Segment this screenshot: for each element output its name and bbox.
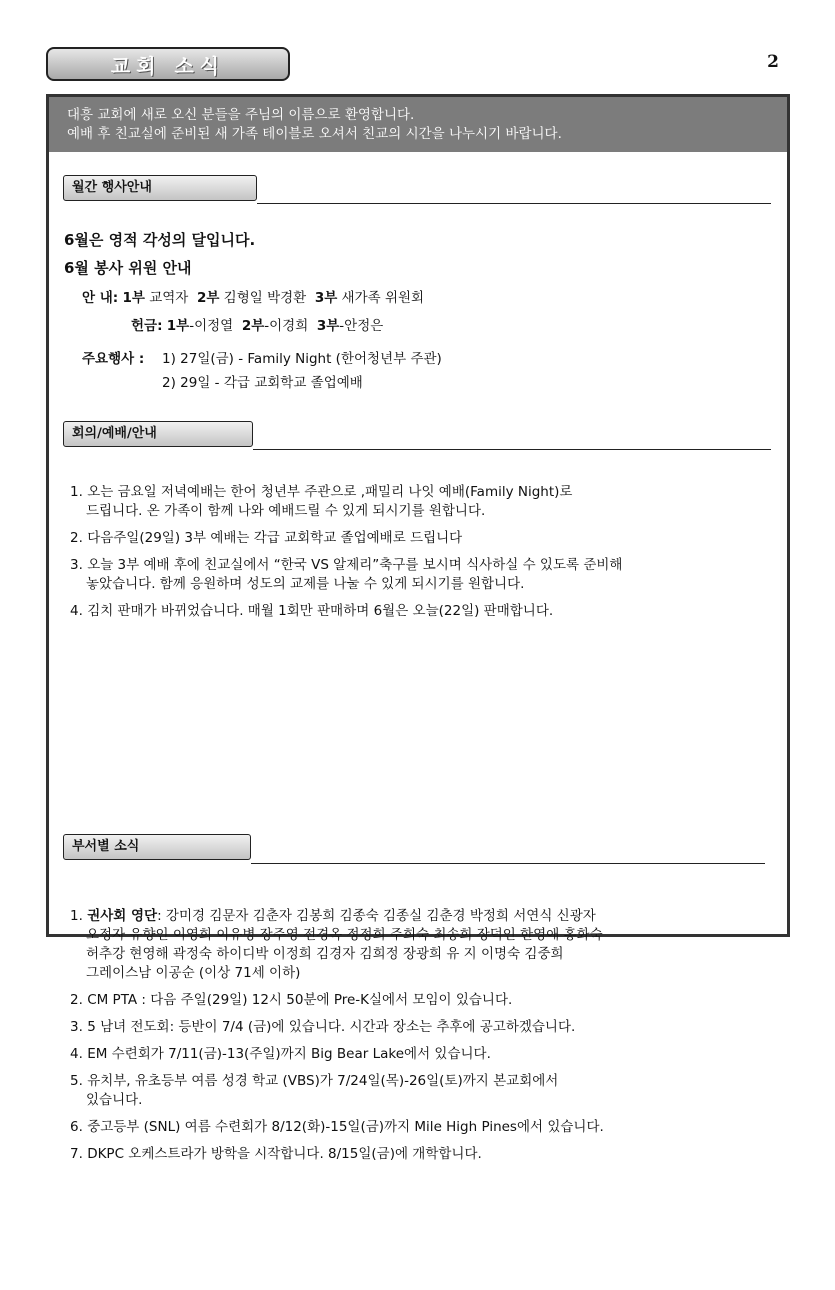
- list-item: [70, 1018, 785, 1037]
- list-item: [70, 529, 785, 548]
- item-number: 4.: [70, 603, 83, 619]
- section-divider: [253, 449, 771, 450]
- page-title: 교회 소식: [110, 53, 226, 78]
- offering-part: 2부: [241, 318, 265, 334]
- item-text: CM PTA : 다음 주일(29일) 12시 50분에 Pre-K실에서 모임이 있습니다.: [87, 992, 513, 1008]
- item-text: : 강미경 김문자 김춘자 김봉희 김종숙 김종실 김춘경 박정희 서연식 신광자: [157, 908, 596, 924]
- item-text: 허추강 현영해 곽정숙 하이디박 이정희 김경자 김희정 장광희 유 지 이명숙 김중희: [86, 946, 564, 962]
- section-divider: [251, 863, 765, 864]
- guide-part: 2부: [196, 290, 220, 306]
- item-text: 유치부, 유초등부 여름 성경 학교 (VBS)가 7/24일(목)-26일(토)까지 본교회에서: [87, 1073, 559, 1089]
- banner-line: 예배 후 친교실에 준비된 새 가족 테이블로 오셔서 친교의 시간을 나누시기 바랍니다.: [67, 126, 562, 142]
- item-text: 오는 금요일 저녁예배는 한어 청년부 주관으로 ,패밀리 나잇 예배(Family Night)로: [87, 484, 573, 500]
- welcome-banner: [49, 97, 787, 152]
- guide-part: 1부: [122, 290, 145, 306]
- item-number: 1.: [70, 908, 83, 924]
- item-number: 3.: [70, 1019, 83, 1035]
- item-number: 2.: [70, 992, 83, 1008]
- guide-label: 안 내:: [82, 290, 119, 306]
- list-item: [70, 1045, 785, 1064]
- monthly-theme: 6월은 영적 각성의 달입니다.: [64, 231, 256, 249]
- item-number: 5.: [70, 1073, 83, 1089]
- item-text: 다음주일(29일) 3부 예배는 각급 교회학교 졸업예배로 드립니다: [87, 530, 463, 546]
- item-text: 드립니다. 온 가족이 함께 나와 예배드릴 수 있게 되시기를 원합니다.: [86, 503, 486, 519]
- item-number: 2.: [70, 530, 83, 546]
- item-text: 그레이스남 이공순 (이상 71세 이하): [86, 965, 301, 981]
- list-item: [70, 556, 785, 594]
- list-item: [70, 1118, 785, 1137]
- item-number: 7.: [70, 1146, 83, 1162]
- offering-label: 헌금:: [131, 318, 163, 334]
- item-text: 김치 판매가 바뀌었습니다. 매월 1회만 판매하며 6월은 오늘(22일) 판매합니다.: [87, 603, 554, 619]
- guide-names: 김형일 박경환: [223, 290, 307, 306]
- item-text: 오정자 유향인 이영희 이유병 장주영 전경옥 정정희 주희숙 최송희 장덕인 한영애 홍화숙: [86, 927, 603, 943]
- item-text: EM 수련회가 7/11(금)-13(주일)까지 Big Bear Lake에서 있습니다.: [87, 1046, 491, 1062]
- offering-names: -안정은: [339, 318, 384, 334]
- offering-names: -이정열: [189, 318, 234, 334]
- departments-heading: 부서별 소식: [63, 834, 251, 860]
- banner-line: 대흥 교회에 새로 오신 분들을 주님의 이름으로 환영합니다.: [67, 107, 415, 123]
- list-item: [70, 907, 785, 983]
- item-text: 놓았습니다. 함께 응원하며 성도의 교제를 나눌 수 있게 되시기를 원합니다.: [86, 576, 525, 592]
- list-item: [70, 1072, 785, 1110]
- item-number: 4.: [70, 1046, 83, 1062]
- list-item: [70, 991, 785, 1010]
- item-number: 3.: [70, 557, 83, 573]
- offering-part: 3부: [316, 318, 340, 334]
- item-label: 권사회 영단: [87, 908, 158, 924]
- item-number: 6.: [70, 1119, 83, 1135]
- page-number: 2: [767, 52, 779, 72]
- meetings-list: [70, 483, 785, 629]
- section-divider: [257, 203, 771, 204]
- meetings-heading: 회의/예배/안내: [63, 421, 253, 447]
- item-text: 있습니다.: [86, 1092, 143, 1108]
- volunteers-title: 6월 봉사 위원 안내: [64, 259, 192, 277]
- item-text: 5 남녀 전도회: 등반이 7/4 (금)에 있습니다. 시간과 장소는 추후에 공고하겠습니다.: [87, 1019, 576, 1035]
- list-item: [70, 483, 785, 521]
- guide-part: 3부: [314, 290, 338, 306]
- guide-row: [82, 286, 424, 306]
- item-text: 오늘 3부 예배 후에 친교실에서 “한국 VS 알제리”축구를 보시며 식사하실 수 있도록 준비해: [87, 557, 623, 573]
- departments-list: [70, 907, 785, 1172]
- offering-row: [131, 314, 383, 334]
- list-item: [70, 602, 785, 621]
- events-label: 주요행사 :: [82, 351, 145, 367]
- item-number: 1.: [70, 484, 83, 500]
- section-title-tab: [46, 47, 290, 81]
- item-text: 중고등부 (SNL) 여름 수련회가 8/12(화)-15일(금)까지 Mile High Pines에서 있습니다.: [87, 1119, 604, 1135]
- guide-names: 새가족 위원회: [341, 290, 425, 306]
- event-item: 1) 27일(금) - Family Night (한어청년부 주관): [162, 351, 442, 367]
- offering-names: -이경희: [264, 318, 309, 334]
- guide-names: 교역자: [149, 290, 189, 306]
- list-item: [70, 1145, 785, 1164]
- offering-part: 1부: [166, 318, 190, 334]
- item-text: DKPC 오케스트라가 방학을 시작합니다. 8/15일(금)에 개학합니다.: [87, 1146, 482, 1162]
- monthly-heading: 월간 행사안내: [63, 175, 257, 201]
- event-item: 2) 29일 - 각급 교회학교 졸업예배: [162, 375, 363, 391]
